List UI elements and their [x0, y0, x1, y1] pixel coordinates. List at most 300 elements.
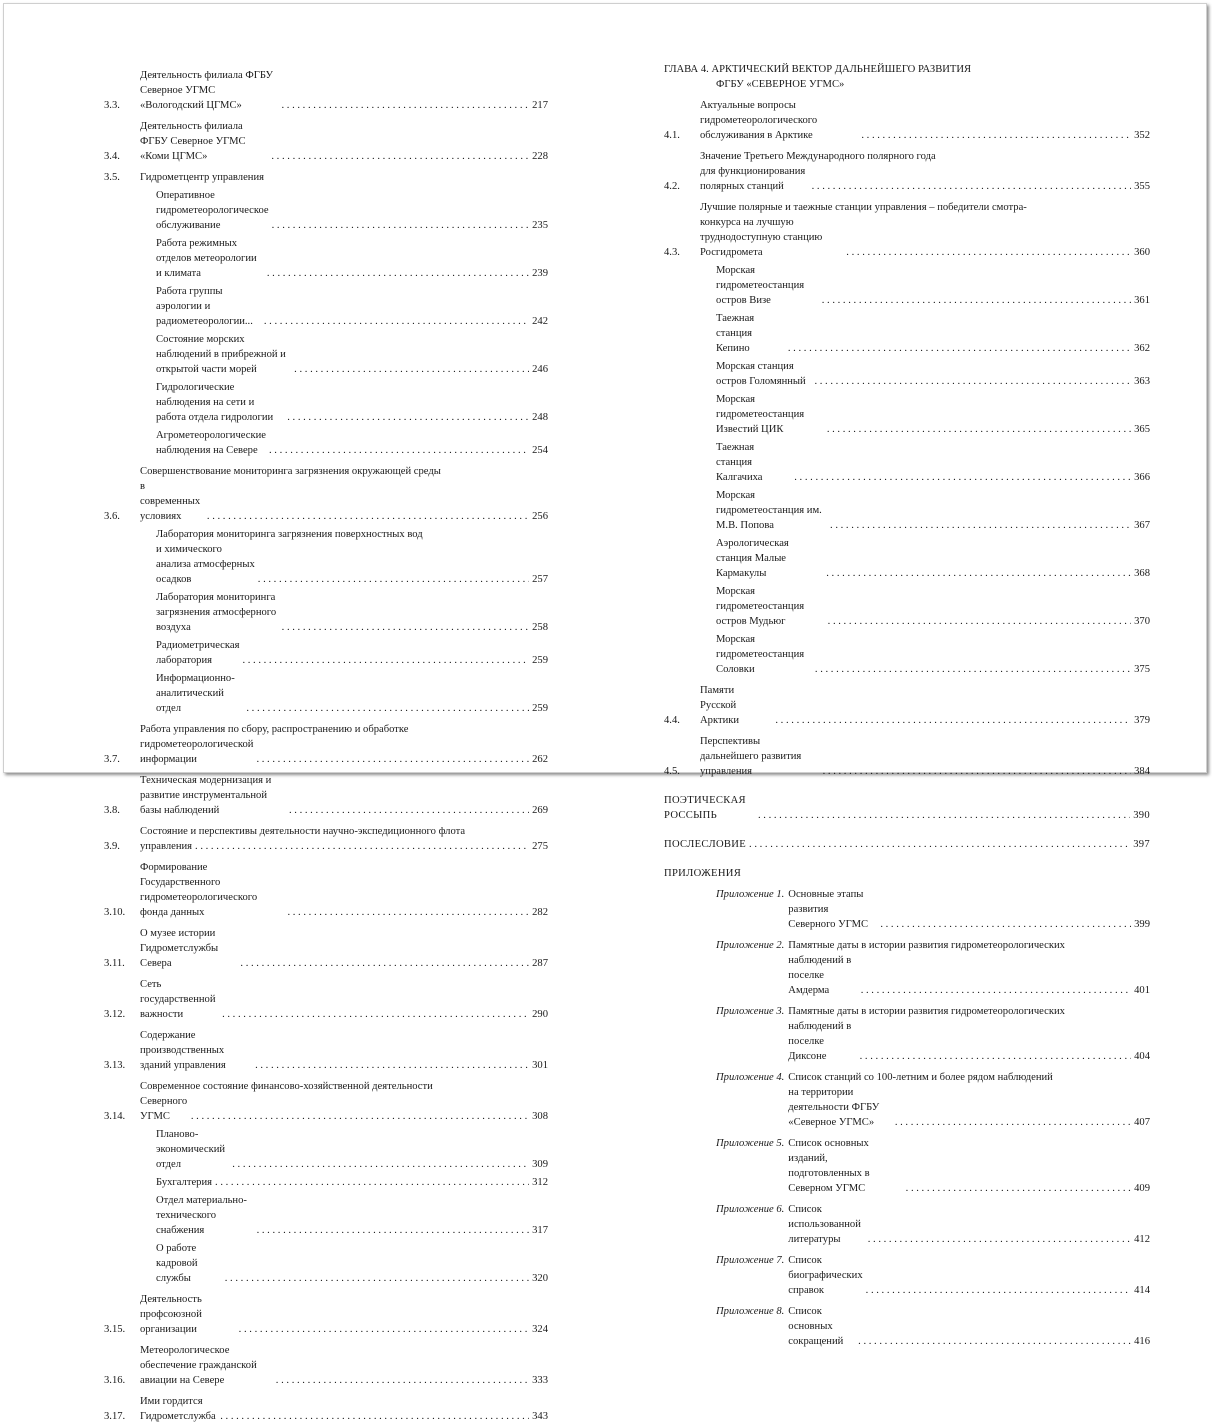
- entry-text-line: в современных условиях: [140, 481, 201, 522]
- toc-subentry[interactable]: [664, 440, 1150, 485]
- appendix-label: Приложение 3.: [716, 1006, 785, 1017]
- dot-leader: [858, 1334, 1131, 1349]
- toc-entry[interactable]: [104, 1079, 548, 1124]
- page-number: 416: [1134, 1336, 1150, 1347]
- entry-last-line: [156, 542, 548, 587]
- toc-subentry[interactable]: [104, 638, 548, 668]
- page-number: 379: [1134, 715, 1150, 726]
- entry-text: [664, 837, 1150, 852]
- entry-text-line: наблюдений в поселке Амдерма: [788, 955, 852, 996]
- entry-text: [156, 236, 548, 281]
- dot-leader: [880, 917, 1131, 932]
- dot-leader: [242, 653, 529, 668]
- entry-last-line: [788, 953, 1150, 998]
- entry-number: 3.15.: [104, 1324, 126, 1335]
- toc-subentry[interactable]: [664, 392, 1150, 437]
- entry-text: [156, 1241, 548, 1286]
- entry-number: 3.12.: [104, 1009, 126, 1020]
- page-number: 355: [1134, 181, 1150, 192]
- entry-text-line: Список основных сокращений: [788, 1306, 844, 1347]
- dot-leader: [289, 803, 529, 818]
- page-number: 309: [532, 1159, 548, 1170]
- entry-last-line: [716, 392, 1150, 437]
- entry-last-line: [716, 263, 1150, 308]
- toc-subentry[interactable]: [104, 1127, 548, 1172]
- dot-leader: [222, 1007, 529, 1022]
- entry-last-line: [788, 1019, 1150, 1064]
- dot-leader: [239, 1322, 529, 1337]
- toc-subentry[interactable]: [104, 671, 548, 716]
- entry-text: [716, 536, 1150, 581]
- page-number: 397: [1133, 839, 1150, 850]
- entry-text-line: Работа режимных отделов метеорологии и климата: [156, 238, 257, 279]
- entry-text: [156, 188, 548, 233]
- entry-text-line: Морская гидрометеостанция им. М.В. Попова: [716, 490, 822, 531]
- entry-last-line: [788, 1304, 1150, 1349]
- dot-leader: [240, 956, 529, 971]
- dot-leader: [287, 410, 529, 425]
- toc-subentry[interactable]: [104, 236, 548, 281]
- dot-leader: [814, 374, 1131, 389]
- toc-subentry[interactable]: [664, 536, 1150, 581]
- entry-number: 3.13.: [104, 1060, 126, 1071]
- entry-text: [140, 860, 548, 920]
- dot-leader: [861, 983, 1131, 998]
- entry-number: 4.1.: [664, 130, 680, 141]
- dot-leader: [788, 341, 1131, 356]
- entry-text: [140, 464, 548, 524]
- toc-entry[interactable]: [104, 1343, 548, 1388]
- entry-text: [700, 683, 1150, 728]
- toc-entry[interactable]: [104, 824, 548, 854]
- entry-text: [700, 200, 1150, 260]
- dot-leader: [758, 808, 1130, 823]
- appendix-label: Приложение 5.: [716, 1138, 785, 1149]
- entry-number: 3.8.: [104, 805, 120, 816]
- entry-text-line: Бухгалтерия: [156, 1177, 213, 1188]
- dot-leader: [828, 614, 1131, 629]
- appendix-entry[interactable]: [664, 1070, 1150, 1130]
- page-number: 375: [1134, 664, 1150, 675]
- entry-number: 3.17.: [104, 1411, 126, 1422]
- toc-entry[interactable]: [664, 683, 1150, 728]
- entry-text: [664, 793, 1150, 823]
- entry-text: [156, 1193, 548, 1238]
- entry-last-line: [716, 488, 1150, 533]
- dot-leader: [282, 620, 529, 635]
- toc-entry[interactable]: [104, 119, 548, 164]
- page-number: 259: [532, 703, 548, 714]
- entry-text-line: Памятные даты в истории развития гидрометеорологических: [788, 940, 1065, 951]
- entry-text: [788, 1136, 1150, 1196]
- entry-text: [140, 824, 548, 854]
- dot-leader: [860, 1049, 1131, 1064]
- entry-text: [156, 284, 548, 329]
- entry-text-line: Северного УГМС: [140, 1096, 188, 1122]
- entry-last-line: [700, 734, 1150, 779]
- page-number: 239: [532, 268, 548, 279]
- page-number: 301: [532, 1060, 548, 1071]
- entry-text: [140, 68, 548, 113]
- entry-last-line: [788, 1253, 1150, 1298]
- dot-leader: [866, 1283, 1131, 1298]
- entry-text-line: Оперативное гидрометеорологическое обслуживание: [156, 190, 269, 231]
- dot-leader: [294, 362, 529, 377]
- dot-leader: [195, 839, 529, 854]
- entry-text: [700, 149, 1150, 194]
- dot-leader: [272, 218, 530, 233]
- entry-text: [716, 392, 1150, 437]
- dot-leader: [868, 1232, 1131, 1247]
- appendix-label: Приложение 7.: [716, 1255, 785, 1266]
- entry-last-line: [156, 638, 548, 668]
- entry-text: [156, 638, 548, 668]
- toc-entry[interactable]: [664, 98, 1150, 143]
- entry-text-line: Деятельность филиала ФГБУ Северное УГМС «Коми ЦГМС»: [140, 121, 246, 162]
- page-number: 235: [532, 220, 548, 231]
- entry-last-line: [788, 1136, 1150, 1196]
- entry-text: [140, 1394, 548, 1424]
- toc-subentry[interactable]: [104, 1193, 548, 1238]
- entry-text: [140, 722, 548, 767]
- toc-entry[interactable]: [104, 860, 548, 920]
- page-number: 242: [532, 316, 548, 327]
- page-number: 399: [1134, 919, 1150, 930]
- page-number: 363: [1134, 376, 1150, 387]
- entry-last-line: [156, 1193, 548, 1238]
- page-number: 258: [532, 622, 548, 633]
- entry-last-line: [700, 164, 1150, 194]
- dot-leader: [830, 518, 1131, 533]
- page-number: 246: [532, 364, 548, 375]
- entry-last-line: [140, 1292, 548, 1337]
- toc-subentry[interactable]: [104, 590, 548, 635]
- entry-text-line: О музее истории Гидрометслужбы Севера: [140, 928, 219, 969]
- entry-text-line: Формирование Государственного гидрометеорологического фонда данных: [140, 862, 258, 918]
- entry-text: [788, 1004, 1150, 1064]
- entry-text-line: Лучшие полярные и таежные станции управления – победители смотра-: [700, 202, 1027, 213]
- appendix-entry[interactable]: [664, 887, 1150, 932]
- entry-text-line: Агрометеорологические наблюдения на Севере: [156, 430, 266, 456]
- toc-subentry[interactable]: [664, 584, 1150, 629]
- section-title: ПОЭТИЧЕСКАЯ РОССЫПЬ: [664, 795, 746, 821]
- page-number: 248: [532, 412, 548, 423]
- entry-last-line: [700, 683, 1150, 728]
- entry-last-line: [140, 119, 548, 164]
- appendix-entry[interactable]: [664, 1136, 1150, 1196]
- toc-entry[interactable]: [664, 200, 1150, 260]
- toc-entry[interactable]: [104, 722, 548, 767]
- entry-text: [140, 1343, 548, 1388]
- page-number: 317: [532, 1225, 548, 1236]
- toc-subentry[interactable]: [104, 332, 548, 377]
- entry-number: 4.2.: [664, 181, 680, 192]
- toc-entry[interactable]: [104, 926, 548, 971]
- chapter-4-heading: [664, 62, 1150, 92]
- entry-last-line: [156, 1127, 548, 1172]
- toc-subentry[interactable]: [664, 263, 1150, 308]
- entry-number: 3.5.: [104, 172, 120, 183]
- entry-text: [156, 527, 548, 587]
- entry-text-line: Работа управления по сбору, распространению и обработке: [140, 724, 409, 735]
- entry-text: [140, 773, 548, 818]
- toc-subentry[interactable]: [104, 527, 548, 587]
- entry-last-line: [156, 428, 548, 458]
- entry-last-line: [788, 887, 1150, 932]
- dot-leader: [220, 1409, 529, 1424]
- entry-text-line: гидрометеорологической информации: [140, 739, 254, 765]
- entry-last-line: [140, 977, 548, 1022]
- toc-entry[interactable]: [104, 1292, 548, 1337]
- entry-text-line: наблюдений в поселке Диксоне: [788, 1021, 852, 1062]
- appendix-entry[interactable]: [664, 938, 1150, 998]
- entry-number: 3.6.: [104, 511, 120, 522]
- page-number: 254: [532, 445, 548, 456]
- entry-text: [716, 359, 1150, 389]
- entry-text: [716, 632, 1150, 677]
- toc-subentry[interactable]: [104, 284, 548, 329]
- entry-number: 4.5.: [664, 766, 680, 777]
- dot-leader: [826, 566, 1131, 581]
- page-number: 401: [1134, 985, 1150, 996]
- entry-text: [716, 263, 1150, 308]
- toc-entry[interactable]: [664, 734, 1150, 779]
- toc-entry[interactable]: [104, 1394, 548, 1424]
- dot-leader: [775, 713, 1131, 728]
- entry-text: [700, 98, 1150, 143]
- page-number: 362: [1134, 343, 1150, 354]
- entry-text-line: Морская гидрометеостанция Известий ЦИК: [716, 394, 805, 435]
- entry-text-line: Совершенствование мониторинга загрязнения окружающей среды: [140, 466, 441, 477]
- entry-text-line: Информационно-аналитический отдел: [156, 673, 235, 714]
- entry-last-line: [788, 1085, 1150, 1130]
- entry-text-line: Содержание производственных зданий управления: [140, 1030, 226, 1071]
- entry-text: [700, 734, 1150, 779]
- entry-text: [788, 887, 1150, 932]
- entry-text: [156, 332, 548, 377]
- dot-leader: [815, 662, 1131, 677]
- entry-text-line: конкурса на лучшую труднодоступную станцию Росгидромета: [700, 217, 823, 258]
- entry-text-line: управления: [140, 841, 193, 852]
- appendix-label: Приложение 4.: [716, 1072, 785, 1083]
- page-number: 228: [532, 151, 548, 162]
- toc-entry[interactable]: [104, 773, 548, 818]
- entry-text-line: Перспективы дальнейшего развития управления: [700, 736, 802, 777]
- dot-leader: [287, 905, 529, 920]
- page-number: 333: [532, 1375, 548, 1386]
- entry-number: 3.3.: [104, 100, 120, 111]
- dot-leader: [258, 572, 529, 587]
- dot-leader: [207, 509, 529, 524]
- entry-last-line: [156, 671, 548, 716]
- toc-entry[interactable]: [104, 464, 548, 524]
- toc-subentry[interactable]: [104, 188, 548, 233]
- entry-text-line: Радиометрическая лаборатория: [156, 640, 240, 666]
- page-number: 414: [1134, 1285, 1150, 1296]
- entry-text-line: Отдел материально-технического снабжения: [156, 1195, 247, 1236]
- toc-subentry[interactable]: [104, 428, 548, 458]
- toc-entry[interactable]: [104, 170, 548, 185]
- entry-number: 4.3.: [664, 247, 680, 258]
- page-number: 412: [1134, 1234, 1150, 1245]
- entry-last-line: [716, 536, 1150, 581]
- dot-leader: [749, 837, 1130, 852]
- entry-text: [156, 380, 548, 425]
- toc-subentry[interactable]: [104, 1175, 548, 1190]
- dot-leader: [281, 98, 529, 113]
- entry-last-line: [140, 773, 548, 818]
- page-number: 290: [532, 1009, 548, 1020]
- entry-number: 3.4.: [104, 151, 120, 162]
- dot-leader: [794, 470, 1131, 485]
- dot-leader: [215, 1175, 529, 1190]
- page-number: 256: [532, 511, 548, 522]
- toc-entry[interactable]: [104, 68, 548, 113]
- entry-text: [788, 1202, 1150, 1247]
- chapter-title-line-2: ФГБУ «СЕВЕРНОЕ УГМС»: [716, 79, 845, 90]
- entry-last-line: [716, 440, 1150, 485]
- page-number: 343: [532, 1411, 548, 1422]
- dot-leader: [225, 1271, 529, 1286]
- entry-text: [788, 1253, 1150, 1298]
- entry-last-line: [156, 188, 548, 233]
- dot-leader: [269, 443, 529, 458]
- entry-text: [156, 590, 548, 635]
- entry-text-line: Деятельность профсоюзной организации: [140, 1294, 202, 1335]
- dot-leader: [191, 1109, 529, 1124]
- entry-text: [716, 440, 1150, 485]
- dot-leader: [232, 1157, 529, 1172]
- entry-last-line: [156, 380, 548, 425]
- toc-subentry[interactable]: [104, 380, 548, 425]
- page-number: 259: [532, 655, 548, 666]
- entry-last-line: [716, 632, 1150, 677]
- appendix-label: Приложение 8.: [716, 1306, 785, 1317]
- section-title: ПОСЛЕСЛОВИЕ: [664, 839, 747, 850]
- toc-entry[interactable]: [104, 977, 548, 1022]
- entry-last-line: [140, 1394, 548, 1424]
- appendix-entry[interactable]: [664, 1253, 1150, 1298]
- dot-leader: [255, 1058, 529, 1073]
- entry-last-line: [156, 1175, 548, 1190]
- entry-text-line: Морская гидрометеостанция остров Мудьюг: [716, 586, 805, 627]
- toc-entry[interactable]: [664, 149, 1150, 194]
- page-number: 217: [532, 100, 548, 111]
- entry-text: [140, 1028, 548, 1073]
- dot-leader: [846, 245, 1131, 260]
- entry-number: 4.4.: [664, 715, 680, 726]
- entry-last-line: [156, 1241, 548, 1286]
- page-number: 361: [1134, 295, 1150, 306]
- page-number: 368: [1134, 568, 1150, 579]
- toc-subentry[interactable]: [664, 488, 1150, 533]
- entry-last-line: [156, 590, 548, 635]
- dot-leader: [861, 128, 1131, 143]
- dot-leader: [264, 314, 529, 329]
- page-number: 287: [532, 958, 548, 969]
- entry-number: 3.9.: [104, 841, 120, 852]
- page-number: 407: [1134, 1117, 1150, 1128]
- entry-text-line: Сеть государственной важности: [140, 979, 216, 1020]
- entry-last-line: [140, 68, 548, 113]
- page-number: 308: [532, 1111, 548, 1122]
- appendix-entry[interactable]: [664, 1202, 1150, 1247]
- page-number: 257: [532, 574, 548, 585]
- section-entry[interactable]: [664, 793, 1150, 823]
- entry-text: [788, 938, 1150, 998]
- dot-leader: [246, 701, 529, 716]
- entry-text-line: Морская гидрометеостанция Соловки: [716, 634, 805, 675]
- page-number: 365: [1134, 424, 1150, 435]
- dot-leader: [267, 266, 529, 281]
- entry-text-line: Памятные даты в истории развития гидрометеорологических: [788, 1006, 1065, 1017]
- toc-right-column: [664, 62, 1150, 1349]
- entry-text-line: Значение Третьего Международного полярного года: [700, 151, 936, 162]
- section-entry[interactable]: [664, 837, 1150, 852]
- entry-last-line: [140, 926, 548, 971]
- entry-last-line: [156, 332, 548, 377]
- entry-text-line: Список использованной литературы: [788, 1204, 861, 1245]
- dot-leader: [822, 293, 1131, 308]
- dot-leader: [271, 149, 529, 164]
- entry-last-line: [140, 1094, 548, 1124]
- entry-text-line: Деятельность филиала ФГБУ Северное УГМС «Вологодский ЦГМС»: [140, 70, 274, 111]
- entry-text: [140, 926, 548, 971]
- appendix-entry[interactable]: [664, 1304, 1150, 1349]
- entry-text-line: Планово-экономический отдел: [156, 1129, 226, 1170]
- entry-text-line: О работе кадровой службы: [156, 1243, 198, 1284]
- entry-last-line: [140, 479, 548, 524]
- entry-text: [156, 1127, 548, 1172]
- entry-text-line: Лаборатория мониторинга загрязнения атмосферного воздуха: [156, 592, 277, 633]
- toc-entry[interactable]: [104, 1028, 548, 1073]
- toc-subentry[interactable]: [664, 359, 1150, 389]
- entry-last-line: [156, 284, 548, 329]
- entry-last-line: [716, 311, 1150, 356]
- entry-number: 3.10.: [104, 907, 126, 918]
- entry-text: [140, 170, 548, 185]
- dot-leader: [895, 1115, 1131, 1130]
- toc-subentry[interactable]: [104, 1241, 548, 1286]
- entry-text-line: Актуальные вопросы гидрометеорологического обслуживания в Арктике: [700, 100, 818, 141]
- appendix-entry[interactable]: [664, 1004, 1150, 1064]
- entry-last-line: [664, 837, 1150, 852]
- entry-text-line: Состояние морских наблюдений в прибрежной и открытой части морей: [156, 334, 286, 375]
- entry-text-line: для функционирования полярных станций: [700, 166, 806, 192]
- entry-text-line: Аэрологическая станция Малые Кармакулы: [716, 538, 789, 579]
- entry-text: [716, 584, 1150, 629]
- page-number: 360: [1134, 247, 1150, 258]
- entry-text-line: Современное состояние финансово-хозяйственной деятельности: [140, 1081, 433, 1092]
- toc-subentry[interactable]: [664, 632, 1150, 677]
- entry-text-line: Список биографических справок: [788, 1255, 863, 1296]
- entry-text-line: Гидрометцентр управления: [140, 172, 264, 183]
- page-number: 366: [1134, 472, 1150, 483]
- toc-subentry[interactable]: [664, 311, 1150, 356]
- entry-number: 3.11.: [104, 958, 125, 969]
- entry-text: [140, 119, 548, 164]
- entry-text-line: Основные этапы развития Северного УГМС: [788, 889, 869, 930]
- entry-text-line: Памяти Русской Арктики: [700, 685, 740, 726]
- page-number: 275: [532, 841, 548, 852]
- dot-leader: [827, 422, 1131, 437]
- entry-last-line: [716, 584, 1150, 629]
- entry-last-line: [140, 860, 548, 920]
- entry-last-line: [140, 1343, 548, 1388]
- dot-leader: [256, 752, 529, 767]
- entry-text: [788, 1304, 1150, 1349]
- entry-last-line: [700, 98, 1150, 143]
